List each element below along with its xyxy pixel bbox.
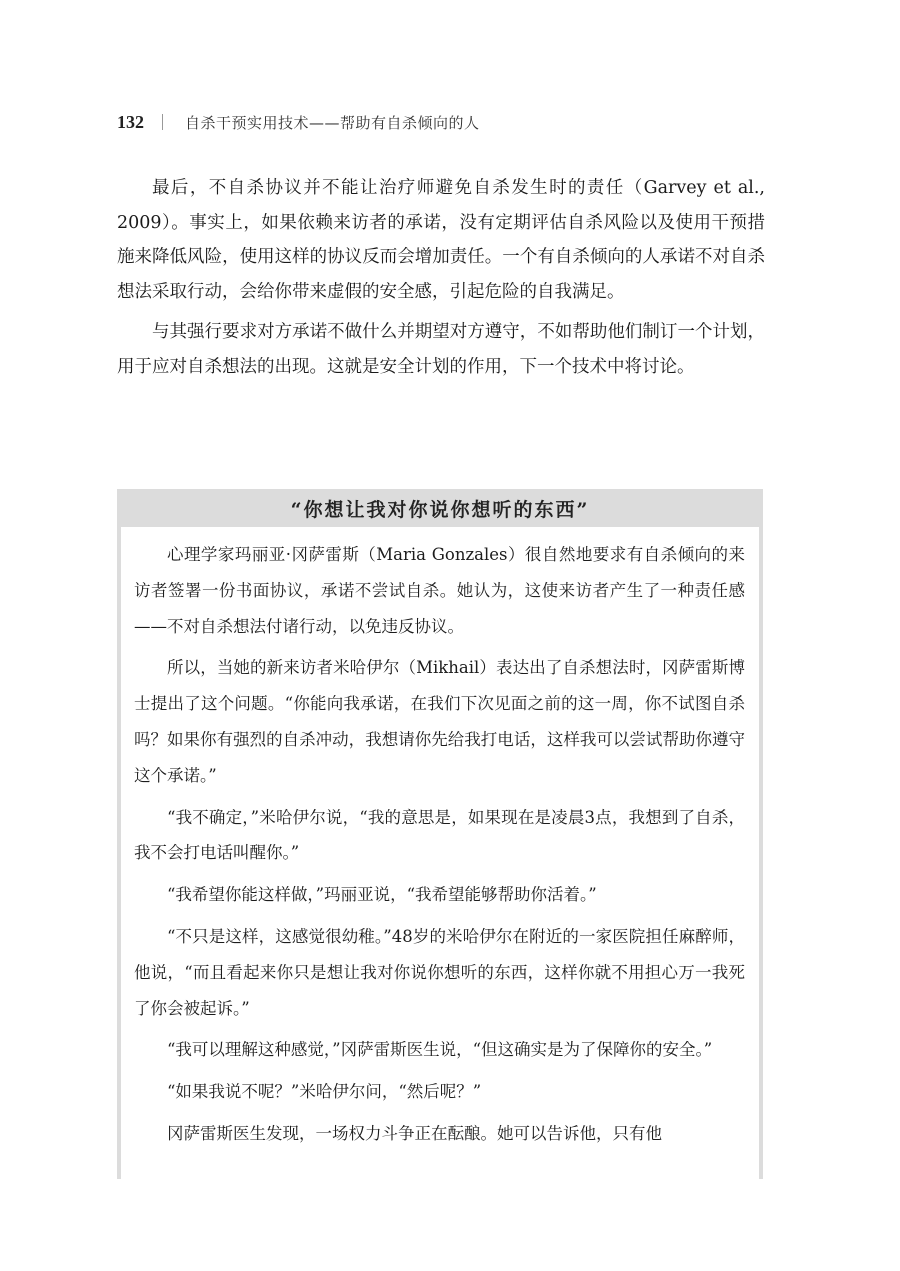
- case-example-title: “你想让我对你说你想听的东西”: [121, 489, 759, 527]
- case-paragraph: 心理学家玛丽亚·冈萨雷斯（Maria Gonzales）很自然地要求有自杀倾向的来访者签署一份书面协议，承诺不尝试自杀。她认为，这使来访者产生了一种责任感——不对自杀想法付诸行动，以免违反协议。: [134, 545, 745, 636]
- body-paragraph: 与其强行要求对方承诺不做什么并期望对方遵守，不如帮助他们制订一个计划，用于应对自杀想法的出现。这就是安全计划的作用，下一个技术中将讨论。: [117, 322, 765, 377]
- page-number: 132: [117, 111, 144, 132]
- header-divider: [162, 114, 163, 130]
- case-example-text: [121, 527, 759, 1152]
- running-title: 自杀干预实用技术——帮助有自杀倾向的人: [185, 113, 480, 132]
- body-paragraph: 最后，不自杀协议并不能让治疗师避免自杀发生时的责任（Garvey et al., 2009）。事实上，如果依赖来访者的承诺，没有定期评估自杀风险以及使用干预措施来降低风险，使用这样的协议反而会增加责任。一个有自杀倾向的人承诺不对自杀想法采取行动，会给你带来虚假的安全感，引起危险的自我满足。: [117, 178, 765, 302]
- case-paragraph: 所以，当她的新来访者米哈伊尔（Mikhail）表达出了自杀想法时，冈萨雷斯博士提出了这个问题。“你能向我承诺，在我们下次见面之前的这一周，你不试图自杀吗？如果你有强烈的自杀冲动，我想请你先给我打电话，这样我可以尝试帮助你遵守这个承诺。”: [134, 658, 745, 785]
- case-paragraph: 冈萨雷斯医生发现，一场权力斗争正在酝酿。她可以告诉他，只有他: [167, 1123, 662, 1143]
- case-paragraph: “我不确定，”米哈伊尔说，“我的意思是，如果现在是凌晨3点，我想到了自杀，我不会打电话叫醒你。”: [134, 807, 745, 863]
- case-paragraph: “不只是这样，这感觉很幼稚。”48岁的米哈伊尔在附近的一家医院担任麻醉师，他说，“而且看起来你只是想让我对你说你想听的东西，这样你就不用担心万一我死了你会被起诉。”: [134, 926, 745, 1018]
- case-paragraph: “我希望你能这样做，”玛丽亚说，“我希望能够帮助你活着。”: [167, 885, 597, 905]
- case-paragraph: “我可以理解这种感觉，”冈萨雷斯医生说，“但这确实是为了保障你的安全。”: [167, 1040, 713, 1060]
- case-example-box: [117, 489, 763, 1179]
- case-paragraph: “如果我说不呢？”米哈伊尔问，“然后呢？”: [167, 1082, 482, 1102]
- running-header: [117, 109, 480, 135]
- body-text: [117, 171, 765, 390]
